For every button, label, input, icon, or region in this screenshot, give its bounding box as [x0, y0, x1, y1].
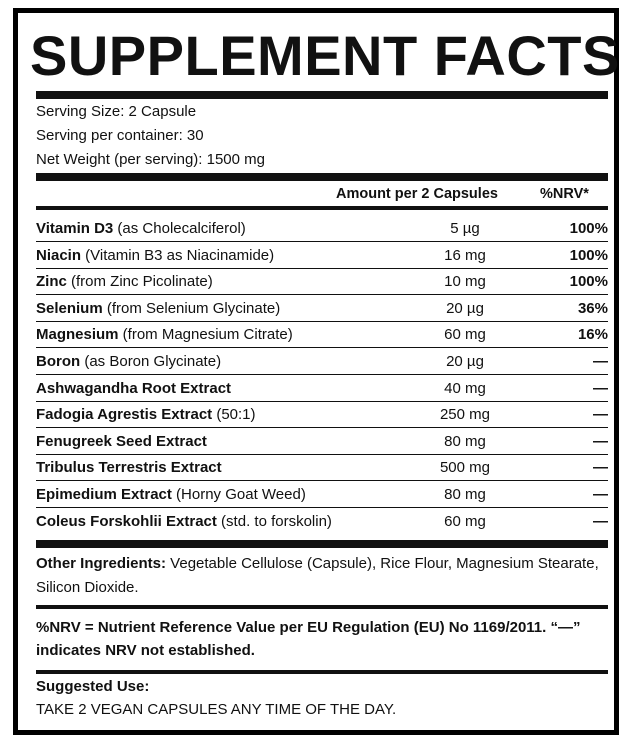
nutrient-name-bold: Fenugreek Seed Extract — [36, 432, 207, 450]
footnote-divider — [36, 670, 608, 674]
nutrient-amount: 80 mg — [444, 432, 486, 450]
table-row — [36, 509, 608, 535]
nutrient-name-bold: Fadogia Agrestis Extract — [36, 406, 213, 424]
nutrient-amount: 40 mg — [444, 379, 486, 397]
other-ingredients-text: Vegetable Cellulose (Capsule), Rice Flour, Magnesium Stearate, Silicon Dioxide. — [36, 555, 599, 596]
nutrient-name — [36, 300, 280, 317]
nutrient-amount: 80 mg — [444, 486, 486, 503]
nutrient-name — [36, 353, 221, 370]
table-row — [36, 429, 608, 455]
net-weight: Net Weight (per serving): 1500 mg — [36, 151, 265, 168]
table-row — [36, 322, 608, 348]
nutrient-name — [36, 513, 332, 530]
nutrient-amount: 60 mg — [444, 326, 486, 344]
nutrient-nrv: — — [593, 486, 608, 503]
nutrient-amount: 5 µg — [450, 220, 480, 237]
nutrient-nrv: — — [593, 406, 608, 424]
nutrient-name-bold: Epimedium Extract — [36, 486, 172, 503]
serving-size: Serving Size: 2 Capsule — [36, 103, 197, 120]
nutrient-name-bold: Boron — [36, 353, 81, 370]
table-row — [36, 482, 608, 508]
other-ingredients-label: Other Ingredients: — [36, 555, 167, 572]
nutrient-name — [36, 247, 274, 264]
nutrient-name-bold: Ashwagandha Root Extract — [36, 379, 232, 397]
nutrient-detail: (as Cholecalciferol) — [113, 220, 246, 237]
table-row — [36, 216, 608, 242]
nutrient-name — [36, 380, 231, 397]
nutrient-name — [36, 486, 306, 503]
table-bottom-divider — [36, 540, 608, 548]
other-ingredients — [36, 552, 608, 600]
nutrient-name — [36, 433, 207, 450]
supplement-facts-label — [13, 8, 619, 735]
nutrient-nrv: — — [593, 432, 608, 450]
nutrient-nrv: 100% — [569, 246, 608, 264]
nutrient-name-bold: Vitamin D3 — [36, 220, 114, 237]
nutrient-detail: (std. to forskolin) — [216, 512, 332, 530]
table-row — [36, 296, 608, 322]
nutrient-detail: (from Selenium Glycinate) — [102, 299, 281, 317]
nrv-footnote: %NRV = Nutrient Reference Value per EU Regulation (EU) No 1169/2011. “—” indicates NRV not established. — [36, 619, 581, 659]
label-title: SUPPLEMENT FACTS — [30, 24, 620, 87]
nutrient-amount: 20 µg — [446, 353, 484, 370]
table-row — [36, 455, 608, 481]
table-row — [36, 376, 608, 402]
nutrient-nrv: — — [593, 459, 608, 477]
suggested-use-label: Suggested Use: — [36, 678, 150, 695]
title-divider — [36, 91, 608, 99]
nutrient-name-bold: Coleus Forskohlii Extract — [36, 512, 217, 530]
nutrient-detail: (50:1) — [212, 406, 256, 424]
table-row — [36, 402, 608, 428]
nutrient-detail: (as Boron Glycinate) — [80, 353, 222, 370]
nutrient-name — [36, 273, 213, 290]
nutrient-name-bold: Tribulus Terrestris Extract — [36, 459, 222, 477]
nutrient-detail: (Vitamin B3 as Niacinamide) — [81, 246, 275, 264]
nutrient-amount: 500 mg — [439, 459, 491, 477]
nutrient-name — [36, 326, 293, 343]
nutrient-name-bold: Zinc — [36, 273, 67, 291]
nutrient-nrv: — — [593, 353, 608, 370]
nutrient-amount: 250 mg — [439, 406, 491, 424]
nutrient-name-bold: Magnesium — [36, 326, 119, 344]
table-row — [36, 349, 608, 375]
nutrient-amount: 60 mg — [444, 512, 486, 530]
nutrient-nrv: 100% — [569, 220, 608, 237]
nutrient-nrv: — — [593, 379, 608, 397]
nutrient-amount: 20 µg — [446, 299, 484, 317]
nutrient-name-bold: Niacin — [36, 246, 82, 264]
nutrient-name — [36, 220, 246, 237]
ingredients-divider — [36, 605, 608, 609]
table-row — [36, 269, 608, 295]
table-row — [36, 243, 608, 269]
suggested-use-text: TAKE 2 VEGAN CAPSULES ANY TIME OF THE DAY. — [36, 701, 397, 718]
nutrient-nrv: 16% — [577, 326, 608, 344]
header-divider — [36, 206, 608, 210]
nutrient-nrv: 36% — [577, 299, 608, 317]
nutrient-detail: (Horny Goat Weed) — [171, 486, 306, 503]
nutrient-amount: 16 mg — [444, 246, 486, 264]
amount-column-header: Amount per 2 Capsules — [336, 186, 498, 202]
nutrient-detail: (from Magnesium Citrate) — [118, 326, 293, 344]
serving-divider — [36, 173, 608, 181]
nutrient-name — [36, 406, 256, 423]
servings-per-container: Serving per container: 30 — [36, 127, 204, 144]
nutrient-nrv: — — [593, 512, 608, 530]
nrv-column-header: %NRV* — [540, 186, 589, 202]
nutrient-detail: (from Zinc Picolinate) — [66, 273, 213, 291]
nutrient-name — [36, 459, 222, 476]
nutrient-amount: 10 mg — [444, 273, 486, 291]
nutrient-name-bold: Selenium — [36, 299, 103, 317]
nutrient-nrv: 100% — [569, 273, 608, 291]
